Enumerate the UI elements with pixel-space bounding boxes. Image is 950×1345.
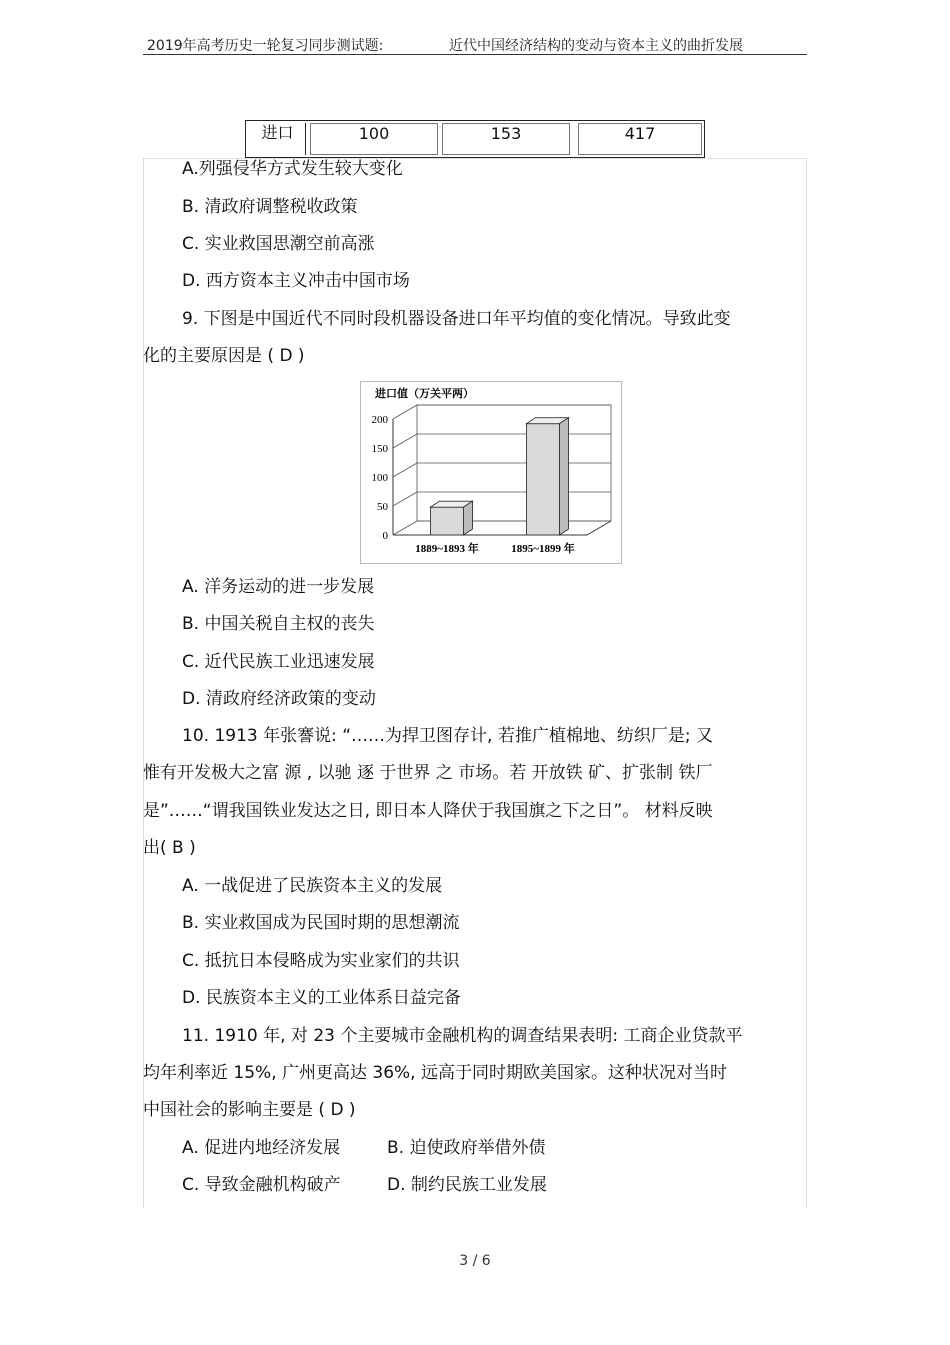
q9-stem-line1: 9. 下图是中国近代不同时段机器设备进口年平均值的变化情况。导致此变 [182, 309, 731, 329]
q8-option-c: C. 实业救国思潮空前高涨 [182, 234, 375, 254]
chart-svg [361, 382, 623, 565]
chart-x-tick-label: 1889~1893 年 [415, 543, 479, 555]
chart-bar-side [464, 501, 473, 535]
q9-option-c: C. 近代民族工业迅速发展 [182, 652, 375, 672]
chart-y-tick-label: 50 [377, 501, 388, 513]
q11-stem-line3: 中国社会的影响主要是 ( D ) [143, 1100, 356, 1120]
q8-option-d: D. 西方资本主义冲击中国市场 [182, 271, 410, 291]
chart-gridline-side [393, 405, 417, 419]
chart-y-tick-label: 200 [371, 414, 388, 426]
table-row-label: 进口 [250, 123, 306, 155]
q9-stem-line2: 化的主要原因是 ( D ) [143, 346, 305, 366]
q10-stem-line3: 是”……“谓我国铁业发达之日, 即日本人降伏于我国旗之下之日”。 材料反映 [143, 801, 713, 821]
chart-bar [431, 507, 464, 535]
q11-stem-line2: 均年利率近 15%, 广州更高达 36%, 远高于同时期欧美国家。这种状况对当时 [143, 1063, 727, 1083]
table-cell-1: 100 [310, 123, 438, 155]
chart-y-tick-label: 0 [382, 530, 388, 542]
chart-bar-side [560, 418, 569, 535]
q11-option-d: D. 制约民族工业发展 [387, 1175, 547, 1195]
chart-y-tick-label: 150 [371, 443, 388, 455]
header-series-title: 2019年高考历史一轮复习同步测试题: [147, 38, 384, 54]
chart-bar [527, 424, 560, 535]
import-table-row [245, 120, 705, 158]
q11-stem-line1: 11. 1910 年, 对 23 个主要城市金融机构的调查结果表明: 工商企业贷款平 [182, 1026, 743, 1046]
frame-left-line [143, 158, 144, 1208]
q10-option-b: B. 实业救国成为民国时期的思想潮流 [182, 913, 460, 933]
q11-option-a: A. 促进内地经济发展 [182, 1138, 341, 1158]
chart-gridline-side [393, 492, 417, 506]
q10-stem-line1: 10. 1913 年张謇说: “……为捍卫图存计, 若推广植棉地、纺织厂是; 又 [182, 726, 713, 746]
q11-option-c: C. 导致金融机构破产 [182, 1175, 341, 1195]
import-value-chart [360, 381, 622, 564]
q10-option-a: A. 一战促进了民族资本主义的发展 [182, 876, 443, 896]
page-header [143, 34, 807, 55]
chart-y-tick-label: 100 [371, 472, 388, 484]
q10-stem-line2: 惟有开发极大之富 源 , 以驰 逐 于世界 之 市场。若 开放铁 矿、扩张制 铁厂 [143, 763, 713, 783]
chart-y-axis-label: 进口值（万关平两） [375, 388, 474, 400]
q8-option-a: A.列强侵华方式发生较大变化 [182, 159, 403, 179]
chart-gridline-side [393, 463, 417, 477]
chart-floor-edge [587, 521, 611, 535]
chart-gridline-side [393, 434, 417, 448]
q9-option-b: B. 中国关税自主权的丧失 [182, 614, 375, 634]
q10-option-c: C. 抵抗日本侵略成为实业家们的共识 [182, 951, 460, 971]
page-number: 3 / 6 [459, 1253, 491, 1269]
q9-option-d: D. 清政府经济政策的变动 [182, 689, 376, 709]
q11-option-b: B. 迫使政府举借外债 [387, 1138, 546, 1158]
q8-option-b: B. 清政府调整税收政策 [182, 197, 358, 217]
q9-option-a: A. 洋务运动的进一步发展 [182, 577, 375, 597]
chart-x-tick-label: 1895~1899 年 [511, 543, 575, 555]
chart-gridline-side [393, 521, 417, 535]
q10-option-d: D. 民族资本主义的工业体系日益完备 [182, 988, 461, 1008]
table-cell-3: 417 [578, 123, 702, 155]
header-chapter-title: 近代中国经济结构的变动与资本主义的曲折发展 [449, 38, 743, 54]
table-cell-2: 153 [442, 123, 570, 155]
q10-stem-line4: 出( B ) [143, 838, 196, 858]
frame-right-line [806, 158, 807, 1208]
